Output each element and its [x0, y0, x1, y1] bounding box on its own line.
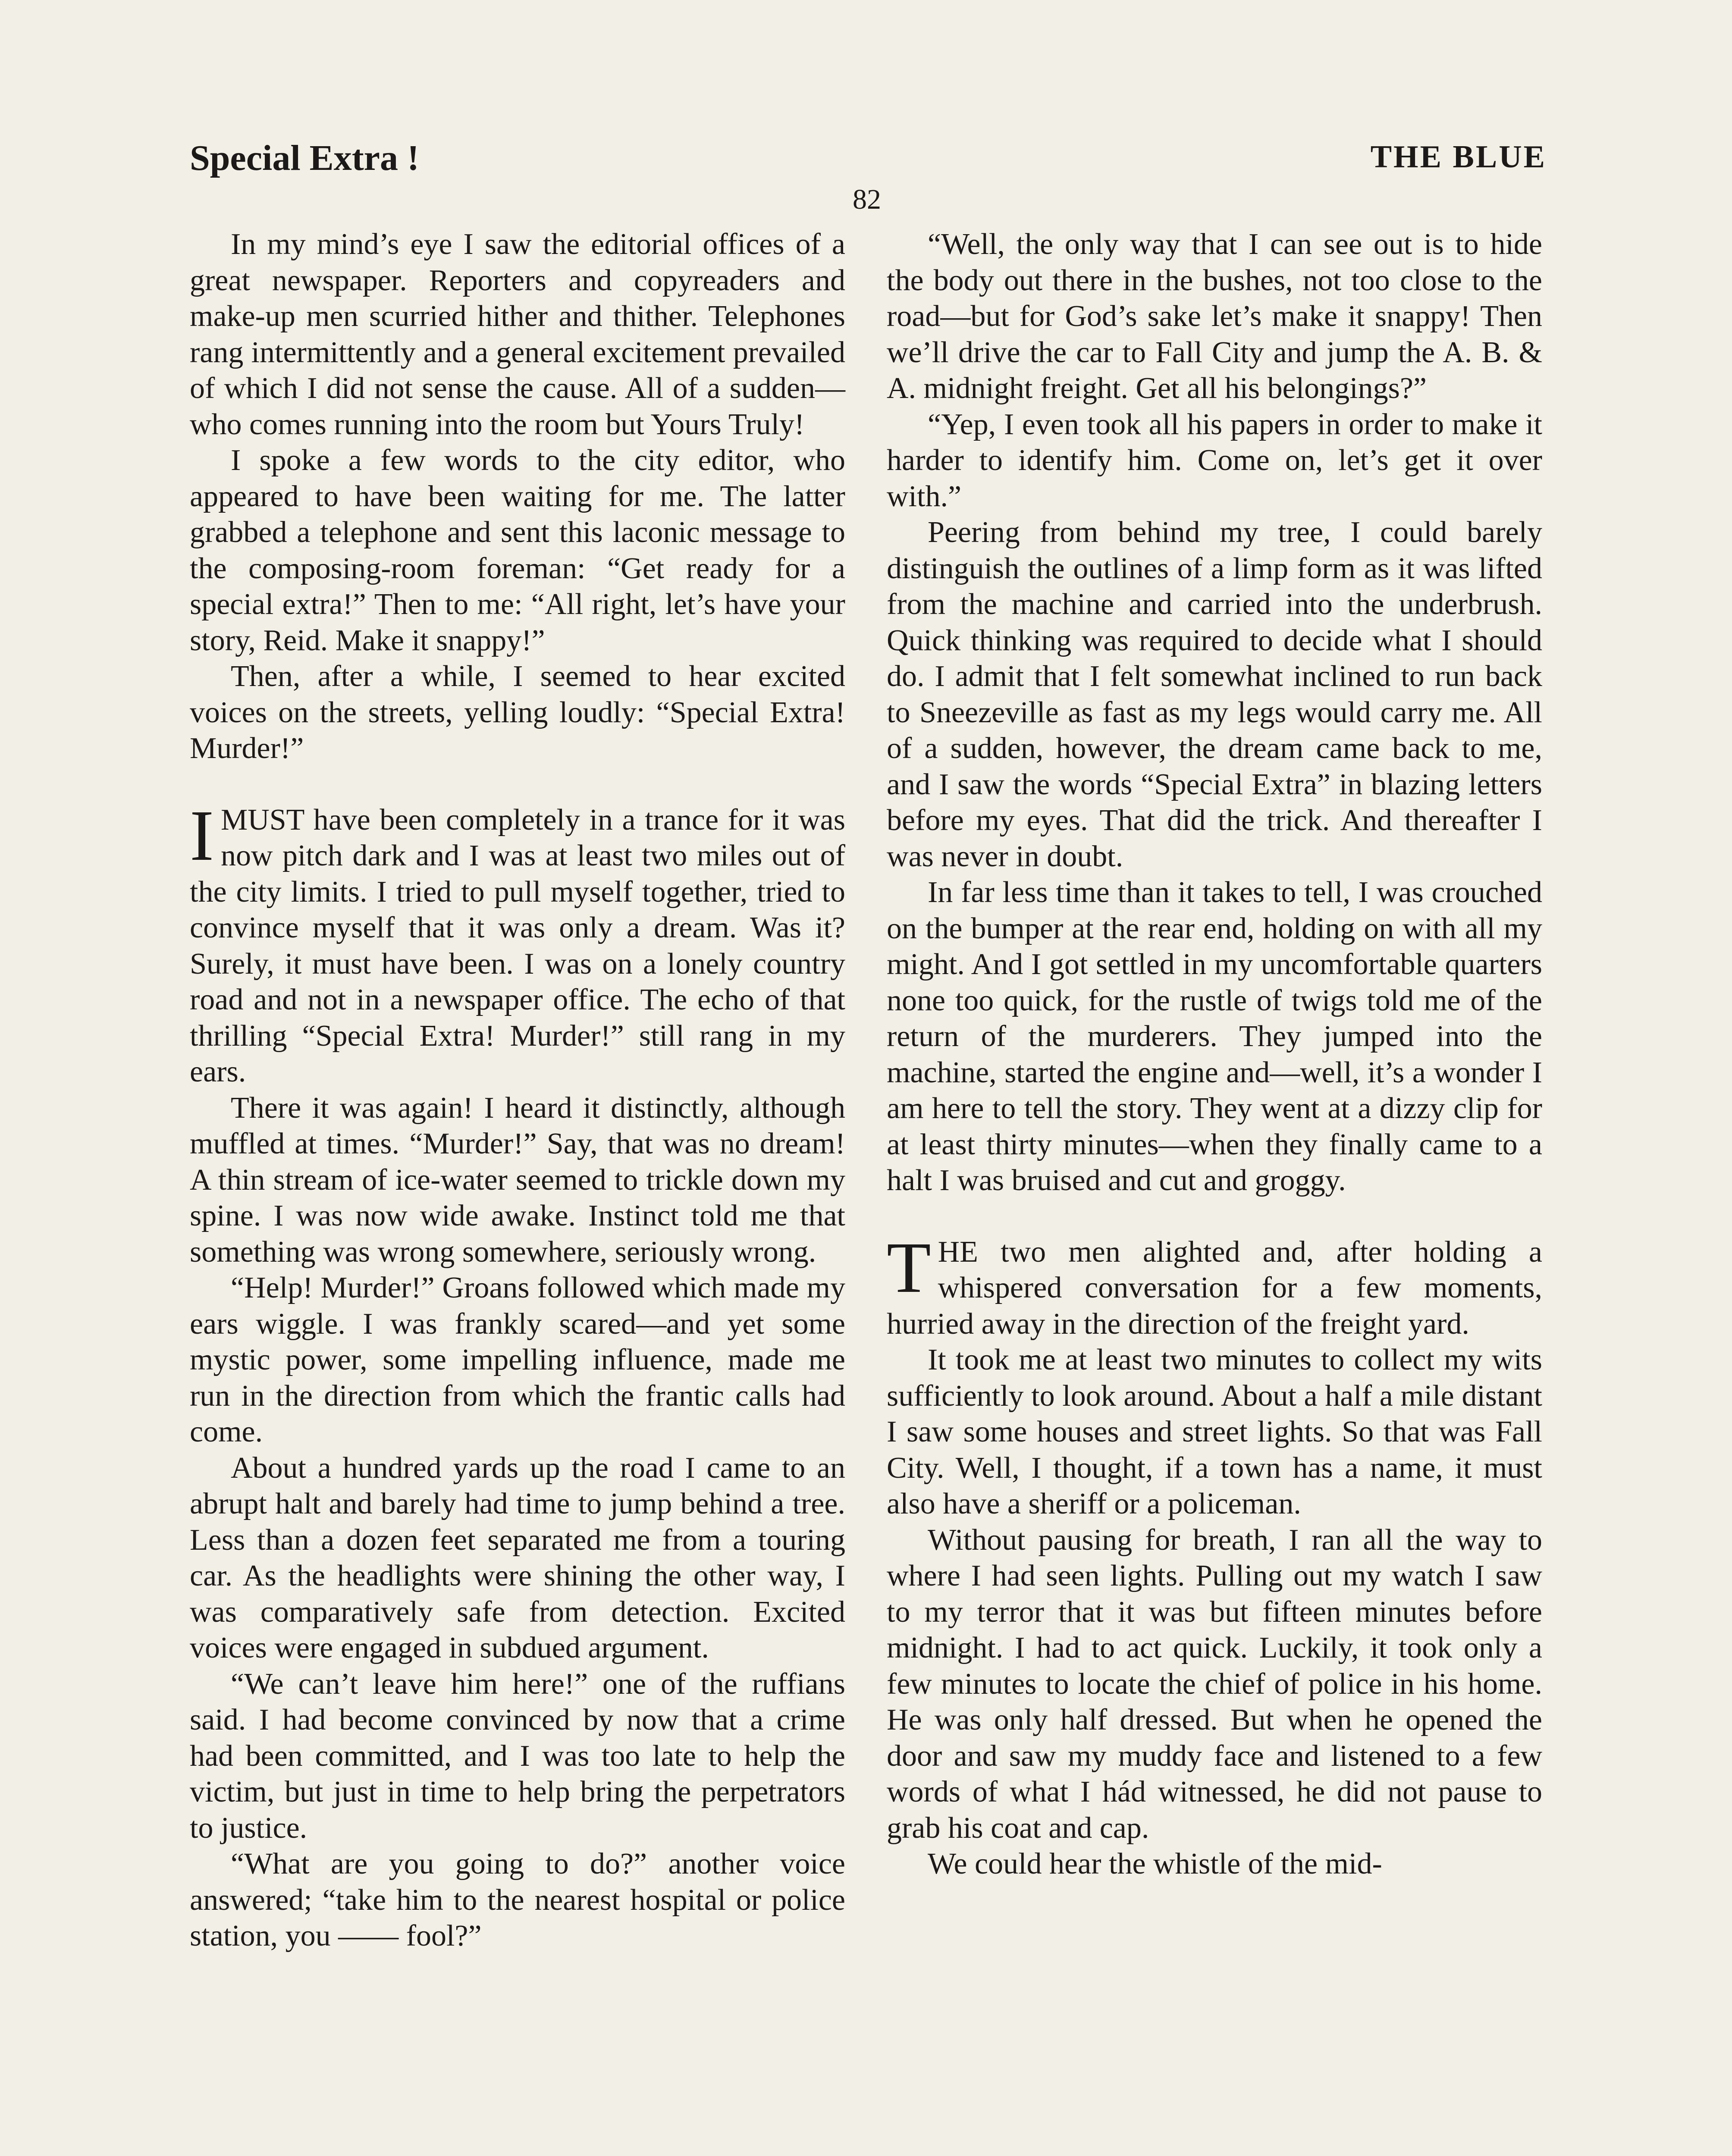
left-column — [190, 226, 845, 1954]
paragraph: About a hundred yards up the road I came to an abrupt halt and barely had time to jump behind a tree. Less than a dozen feet separated me from a touring car. As the headlights were shining the other way, I was comparatively safe from detection. Excited voices were engaged in subdued argument. — [190, 1451, 845, 1664]
drop-cap-letter: T — [887, 1227, 931, 1308]
paragraph: “What are you going to do?” another voice answered; “take him to the nearest hospital or police station, you —— fool?” — [190, 1847, 845, 1952]
right-column — [887, 226, 1542, 1882]
paragraph: “Yep, I even took all his papers in order to make it harder to identify him. Come on, let’s get it over with.” — [887, 407, 1542, 513]
paragraph: There it was again! I heard it distinctly, although muffled at times. “Murder!” Say, that was no dream! A thin stream of ice-water seemed to trickle down my spine. I was now wide awake. Instinct told me that something was wrong somewhere, seriously wrong. — [190, 1091, 845, 1269]
running-title: Special Extra ! — [190, 138, 419, 178]
paragraph: In far less time than it takes to tell, I was crouched on the bumper at the rear end, holding on with all my might. And I got settled in my uncomfortable quarters none too quick, for the rustle of twigs told me of the return of the murderers. They jumped into the machine, started the engine and—well, it’s a wonder I am here to tell the story. They went at a dizzy clip for at least thirty minutes—when they finally came to a halt I was bruised and cut and groggy. — [887, 876, 1542, 1197]
drop-cap-letter: I — [190, 795, 214, 876]
paragraph-text: MUST have been completely in a trance for it was now pitch dark and I was at least two miles out of the city limits. I tried to pull myself together, tried to convince myself that it was only a dream. Was it? Surely, it must have been. I was on a lonely country road and not in a newspaper office. The echo of that thrilling “Special Extra! Murder!” still rang in my ears. — [190, 803, 845, 1088]
paragraph: Then, after a while, I seemed to hear excited voices on the streets, yelling loudly: “Special Extra! Murder!” — [190, 660, 845, 765]
paragraph: It took me at least two minutes to collect my wits sufficiently to look around. About a half a mile distant I saw some houses and street lights. So that was Fall City. Well, I thought, if a town has a name, it must also have a sheriff or a policeman. — [887, 1343, 1542, 1520]
paragraph: “We can’t leave him here!” one of the ruffians said. I had become convinced by now that a crime had been committed, and I was too late to help the victim, but just in time to help bring the perpetrators to justice. — [190, 1667, 845, 1845]
paragraph-text: HE two men alighted and, after holding a whispered conversation for a few moments, hurried away in the direction of the freight yard. — [887, 1235, 1542, 1341]
drop-cap-paragraph — [887, 1227, 1542, 1342]
paragraph: Without pausing for breath, I ran all the way to where I had seen lights. Pulling out my watch I saw to my terror that it was but fifteen minutes before midnight. I had to act quick. Luckily, it took only a few minutes to locate the chief of police in his home. He was only half dressed. But when he opened the door and saw my muddy face and listened to a few words of what I hád witnessed, he did not pause to grab his coat and cap. — [887, 1523, 1542, 1845]
paragraph: In my mind’s eye I saw the editorial offices of a great newspaper. Reporters and copyreaders and make-up men scurried hither and thither. Telephones rang intermittently and a general excitement prevailed of which I did not sense the cause. All of a sudden—who comes running into the room but Yours Truly! — [190, 228, 845, 441]
paragraph: I spoke a few words to the city editor, who appeared to have been waiting for me. The latter grabbed a telephone and sent this laconic message to the composing-room foreman: “Get ready for a special extra!” Then to me: “All right, let’s have your story, Reid. Make it snappy!” — [190, 444, 845, 657]
paragraph: “Help! Murder!” Groans followed which made my ears wiggle. I was frankly scared—and yet some mystic power, some impelling influence, made me run in the direction from which the frantic calls had come. — [190, 1271, 845, 1448]
paragraph: Peering from behind my tree, I could barely distinguish the outlines of a limp form as it was lifted from the machine and carried into the underbrush. Quick thinking was required to decide what I should do. I admit that I felt somewhat inclined to run back to Sneezeville as fast as my legs would carry me. All of a sudden, however, the dream came back to me, and I saw the words “Special Extra” in blazing letters before my eyes. That did the trick. And thereafter I was never in doubt. — [887, 516, 1542, 873]
magazine-section-name: THE BLUE — [1370, 139, 1547, 175]
page-number: 82 — [853, 184, 881, 215]
paragraph: “Well, the only way that I can see out is to hide the body out there in the bushes, not too close to the road—but for God’s sake let’s make it snappy! Then we’ll drive the car to Fall City and jump the A. B. & A. midnight freight. Get all his belongings?” — [887, 228, 1542, 405]
paragraph: We could hear the whistle of the mid- — [928, 1847, 1382, 1880]
drop-cap-paragraph — [190, 795, 845, 1090]
